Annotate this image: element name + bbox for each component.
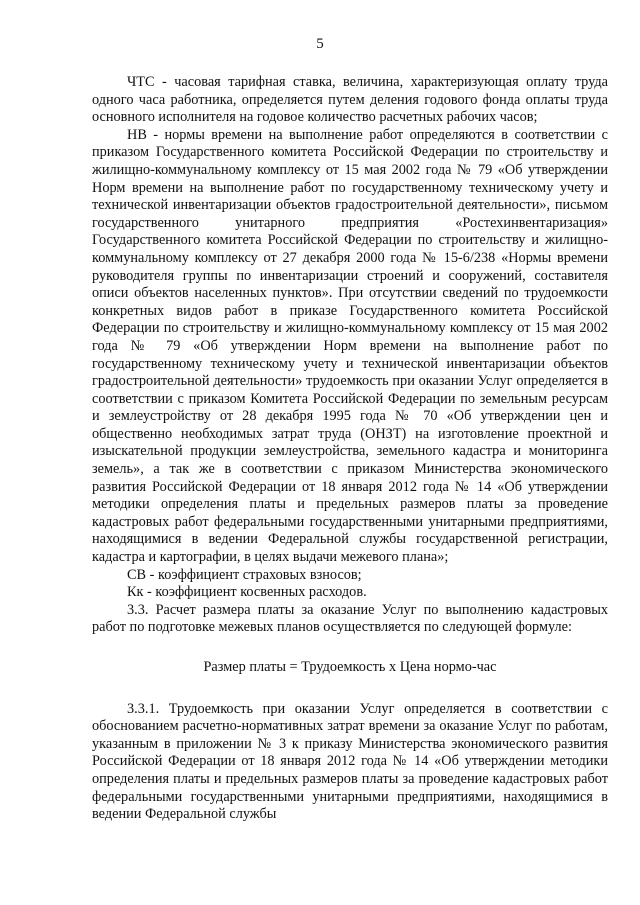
page-number: 5 (316, 36, 324, 52)
paragraph-sv-definition: СВ - коэффициент страховых взносов; (127, 566, 362, 583)
paragraph-section-3-3: 3.3. Расчет размера платы за оказание Услуг по выполнению кадастровых работ по подготовке межевых планов осуществляется по следующей формуле: (92, 601, 608, 636)
payment-formula: Размер платы = Трудоемкость х Цена нормо-час (203, 659, 497, 675)
paragraph-chts-definition: ЧТС - часовая тарифная ставка, величина, характеризующая оплату труда одного часа работника, определяется путем деления годового фонда оплаты труда основного исполнителя на годовое количество расчетных рабочих часов; (92, 74, 608, 126)
paragraph-section-3-3-1: 3.3.1. Трудоемкость при оказании Услуг определяется в соответствии с обоснованием расчетно-нормативных затрат времени за оказание Услуг по работам, указанным в приложении № 3 к приказу Министерства экономического развития Российской Федерации от 18 января 2012 года № 14 «Об утверждении методики определения платы и предельных размеров платы за проведение кадастровых работ федеральными государственными унитарными предприятиями, находящимися в ведении Федеральной службы (92, 700, 608, 823)
document-body (92, 74, 608, 824)
paragraph-nv-definition: НВ - нормы времени на выполнение работ определяются в соответствии с приказом Государственного комитета Российской Федерации по строительству и жилищно-коммунальному комплексу от 15 мая 2002 года № 79 «Об утверждении Норм времени на выполнение работ по государственному техническому учету и технической инвентаризации объектов градостроительной деятельности», письмом государственного унитарного предприятия «Ростехинвентаризация» Государственного комитета Российской Федерации по строительству и жилищно-коммунальному комплексу от 27 декабря 2000 года № 15-6/238 «Нормы времени руководителя группы по инвентаризации строений и сооружений, составителя описи объектов населенных пунктов». При отсутствии сведений по трудоемкости конкретных видов работ в приказе Государственного комитета Российской Федерации по строительству и жилищно-коммунальному комплексу от 15 мая 2002 года № 79 «Об утверждении Норм времени на выполнение работ по государственному техническому учету и технической инвентаризации объектов градостроительной деятельности» трудоемкость при оказании Услуг определяется в соответствии с приказом Комитета Российской Федерации по земельным ресурсам и землеустройству от 28 декабря 1995 года № 70 «Об утверждении цен и общественно необходимых затрат труда (ОНЗТ) на изготовление проектной и изыскательной продукции землеустройства, земельного кадастра и мониторинга земель», а так же в соответствии с приказом Министерства экономического развития Российской Федерации от 18 января 2012 года № 14 «Об утверждении методики определения платы и предельных размеров платы за проведение кадастровых работ федеральными государственными унитарными предприятиями, находящимися в ведении Федеральной службы государственной регистрации, кадастра и картографии, в целях выдачи межевого плана»; (92, 126, 608, 566)
paragraph-kk-definition: Кк - коэффициент косвенных расходов. (127, 584, 367, 601)
